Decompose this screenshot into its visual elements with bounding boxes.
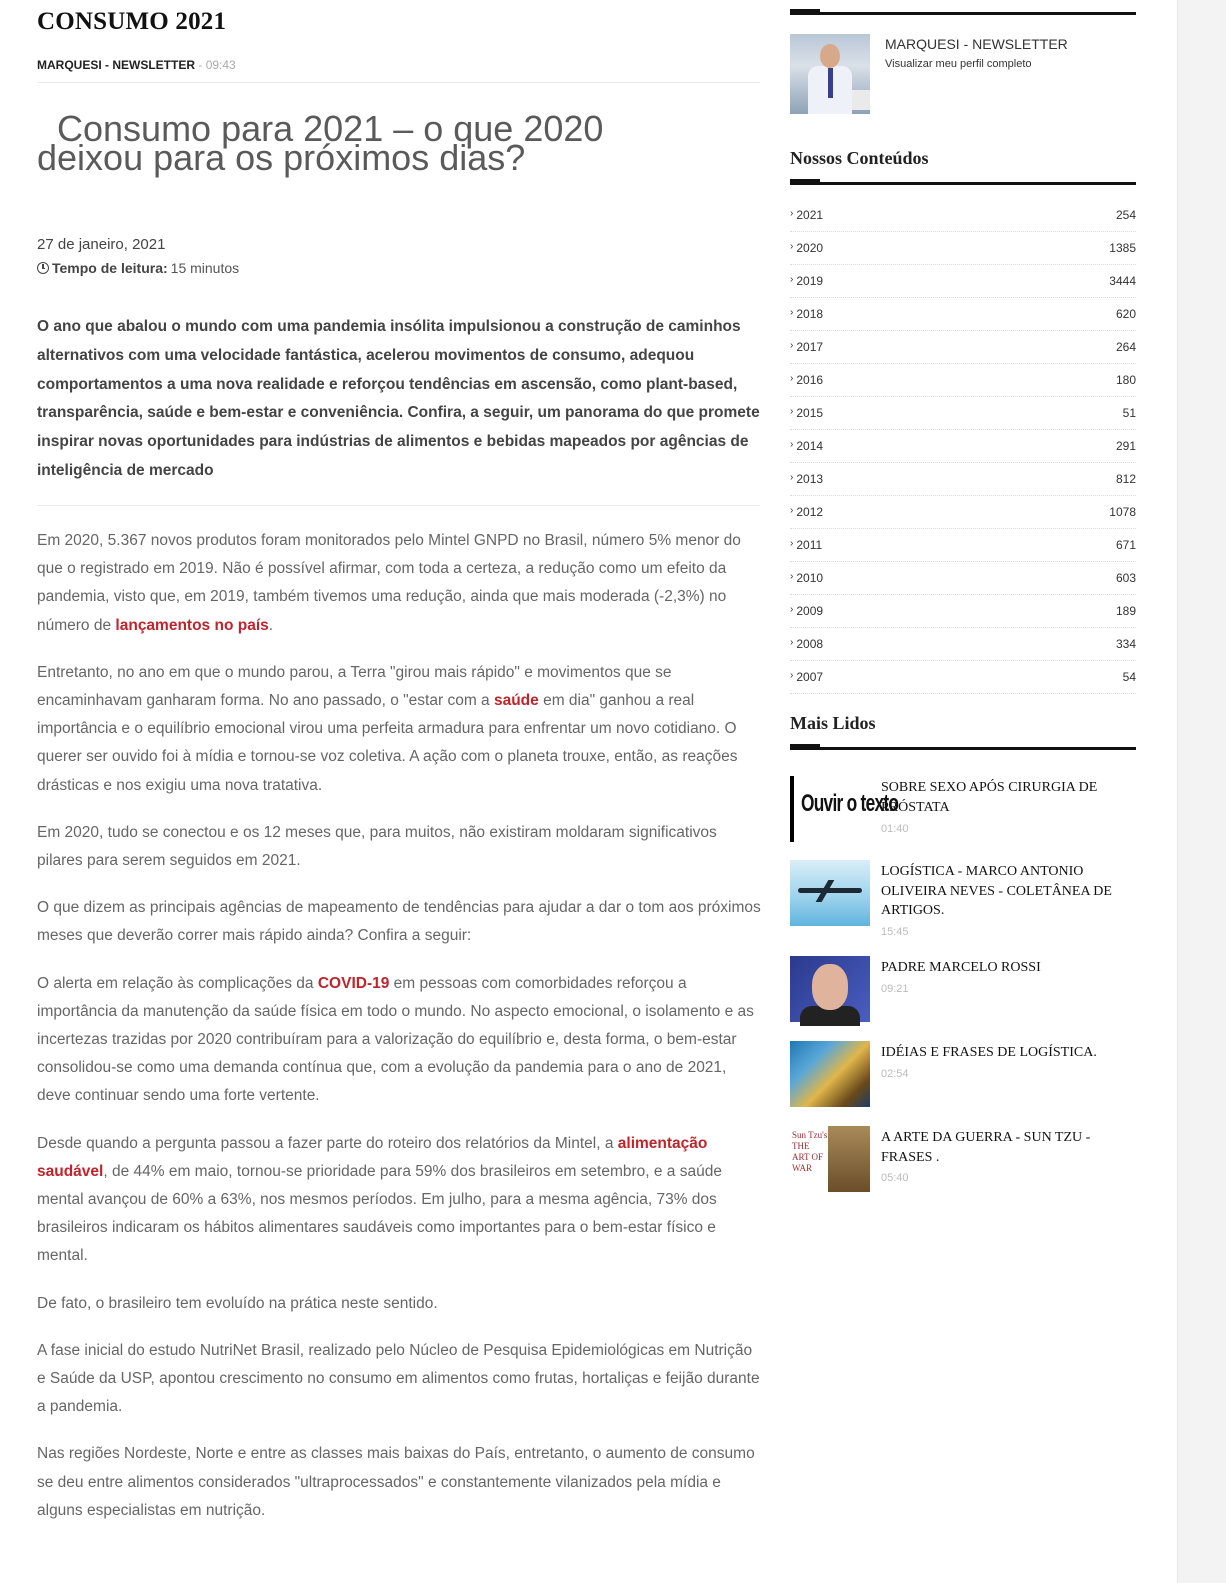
paragraph-text: Desde quando a pergunta passou a fazer parte do roteiro dos relatórios da Mintel, a <box>37 1134 618 1152</box>
chevron-right-icon: › <box>790 504 794 516</box>
chevron-right-icon: › <box>790 240 794 252</box>
archive-item-label <box>790 505 823 519</box>
article-headline <box>37 108 760 186</box>
archive-item-label <box>790 208 823 222</box>
archive-list <box>790 199 1136 694</box>
chevron-right-icon: › <box>790 339 794 351</box>
profile-widget <box>790 34 1136 116</box>
article-body <box>37 527 762 1544</box>
article-date: 27 de janeiro, 2021 <box>37 236 166 253</box>
avatar[interactable] <box>790 34 870 114</box>
chevron-right-icon: › <box>790 372 794 384</box>
chevron-right-icon: › <box>790 471 794 483</box>
link-alimentacao-saudavel[interactable]: alimentação saudável <box>37 1134 708 1180</box>
archive-year[interactable]: 2011 <box>796 538 823 552</box>
archive-year[interactable]: 2010 <box>796 571 824 585</box>
paragraph-text: em dia" ganhou a real importância e o equilíbrio emocional virou uma perfeita armadura para enfrentar um novo cotidiano. O querer ser ouvido foi à mídia e tornou-se voz coletiva. A ação com o planeta trouxe, então, as reações drásticas e nos exigiu uma nova tratativa. <box>37 692 738 794</box>
archive-year[interactable]: 2013 <box>796 472 824 486</box>
paragraph-text: Entretanto, no ano em que o mundo parou, a Terra "girou mais rápido" e movimentos que se encaminhavam ganharam forma. No ano passado, o "estar com a <box>37 663 672 710</box>
reading-time <box>37 260 239 276</box>
archive-count: 291 <box>1115 439 1136 453</box>
archive-item-label <box>790 538 822 552</box>
archive-year[interactable]: 2017 <box>796 340 824 354</box>
archive-item-2018[interactable] <box>790 298 1136 331</box>
popular-post-time: 09:21 <box>881 983 909 995</box>
archive-item-label <box>790 670 823 684</box>
popular-title: Mais Lidos <box>790 713 876 733</box>
archive-item-label <box>790 637 823 651</box>
post-time: 09:43 <box>205 58 236 72</box>
post-thumbnail[interactable] <box>790 1041 870 1107</box>
popular-post-time: 05:40 <box>881 1172 909 1184</box>
post-thumbnail[interactable] <box>790 860 870 926</box>
archive-count: 334 <box>1115 637 1136 651</box>
paragraph: Nas regiões Nordeste, Norte e entre as classes mais baixas do País, entretanto, o aumento de consumo se deu entre alimentos considerados "ultraprocessados" e constantemente vilanizados pela mídia e alguns especialistas em nutrição. <box>37 1445 755 1519</box>
chevron-right-icon: › <box>790 438 794 450</box>
headline-line-2: deixou para os próximos dias? <box>37 137 526 178</box>
post-meta <box>37 58 236 72</box>
archive-item-label <box>790 274 823 288</box>
archive-item-2007[interactable] <box>790 661 1136 694</box>
paragraph: A fase inicial do estudo NutriNet Brasil, realizado pelo Núcleo de Pesquisa Epidemiológicas em Nutrição e Saúde da USP, apontou crescimento no consumo em alimentos como frutas, hortaliças e feijão durante a pandemia. <box>37 1341 760 1416</box>
archive-item-label <box>790 373 823 387</box>
archive-item-2008[interactable] <box>790 628 1136 661</box>
popular-post-title[interactable]: PADRE MARCELO ROSSI <box>881 960 1041 975</box>
archive-item-2009[interactable] <box>790 595 1136 628</box>
archive-item-label <box>790 241 823 255</box>
archive-count: 1385 <box>1109 241 1136 255</box>
paragraph-text: . <box>268 616 274 634</box>
popular-post[interactable] <box>790 860 1136 938</box>
archive-year[interactable]: 2014 <box>796 439 824 453</box>
archive-year[interactable]: 2015 <box>796 406 824 420</box>
paragraph <box>37 527 762 640</box>
paragraph: De fato, o brasileiro tem evoluído na prática neste sentido. <box>37 1294 438 1312</box>
archive-count: 189 <box>1115 604 1136 618</box>
popular-post-title[interactable]: A ARTE DA GUERRA - SUN TZU - FRASES . <box>881 1130 1091 1165</box>
archive-item-label <box>790 604 823 618</box>
archive-item-2021[interactable] <box>790 199 1136 232</box>
post-thumbnail[interactable] <box>790 1126 870 1192</box>
chevron-right-icon: › <box>790 603 794 615</box>
archive-year[interactable]: 2020 <box>796 241 824 255</box>
archive-count: 180 <box>1115 373 1136 387</box>
thumbnail-text: Ouvir o texto <box>801 790 899 817</box>
archive-year[interactable]: 2019 <box>796 274 824 288</box>
archive-count: 254 <box>1115 208 1136 222</box>
archive-count: 812 <box>1115 472 1136 486</box>
paragraph <box>37 1130 762 1271</box>
divider <box>37 505 760 506</box>
profile-link[interactable]: Visualizar meu perfil completo <box>885 58 1032 70</box>
archive-item-2020[interactable] <box>790 232 1136 265</box>
archive-title: Nossos Conteúdos <box>790 148 929 168</box>
archive-year[interactable]: 2021 <box>796 208 824 222</box>
paragraph: O que dizem as principais agências de mapeamento de tendências para ajudar a dar o tom aos próximos meses que deverão correr mais rápido ainda? Confira a seguir: <box>37 899 761 945</box>
post-thumbnail[interactable] <box>790 956 870 1022</box>
clock-icon <box>37 262 49 274</box>
archive-year[interactable]: 2012 <box>796 505 824 519</box>
chevron-right-icon: › <box>790 273 794 285</box>
popular-post-title[interactable]: SOBRE SEXO APÓS CIRURGIA DE PRÓSTATA <box>881 780 1098 815</box>
link-saude[interactable]: saúde <box>493 692 539 710</box>
archive-count: 51 <box>1122 406 1136 420</box>
popular-post-time: 01:40 <box>881 823 909 835</box>
chevron-right-icon: › <box>790 207 794 219</box>
archive-item-2016[interactable] <box>790 364 1136 397</box>
paragraph-text: Em 2020, 5.367 novos produtos foram monitorados pelo Mintel GNPD no Brasil, número 5% menor do que o registrado em 2019. Não é possível afirmar, com toda a certeza, a redução como um efeito da pandemia, visto que, em 2019, também tivemos uma redução, ainda que mais moderada (-2,3%) no número de <box>37 532 741 634</box>
paragraph-text: O alerta em relação às complicações da <box>37 974 318 992</box>
archive-item-label <box>790 439 823 453</box>
chevron-right-icon: › <box>790 306 794 318</box>
archive-year[interactable]: 2018 <box>796 307 824 321</box>
archive-count: 620 <box>1115 307 1136 321</box>
reading-time-value: 15 minutos <box>170 260 240 276</box>
section-rule <box>790 747 1136 750</box>
chevron-right-icon: › <box>790 669 794 681</box>
headline-line-1: Consumo para 2021 – o que 2020 <box>57 108 604 149</box>
divider <box>37 82 760 83</box>
archive-year[interactable]: 2008 <box>796 637 824 651</box>
section-rule <box>790 182 1136 185</box>
archive-item-2019[interactable] <box>790 265 1136 298</box>
popular-post[interactable] <box>790 956 1136 1024</box>
archive-year[interactable]: 2007 <box>796 670 824 684</box>
archive-item-label <box>790 571 823 585</box>
archive-item-label <box>790 307 823 321</box>
popular-post[interactable] <box>790 1126 1136 1194</box>
archive-count: 54 <box>1122 670 1136 684</box>
chevron-right-icon: › <box>790 405 794 417</box>
paragraph-text: em pessoas com comorbidades reforçou a importância da manutenção da saúde física em todo o mundo. No aspecto emocional, o isolamento e as incertezas trazidas por 2020 contribuíram para a valorização do equilíbrio e, desta forma, o bem-estar consolidou-se como uma demanda contínua que, com a evolução da pandemia para o ano de 2021, deve continuar sendo uma forte vertente. <box>37 974 754 1105</box>
popular-post[interactable] <box>790 776 1136 844</box>
popular-post[interactable] <box>790 1041 1136 1109</box>
archive-item-2015[interactable] <box>790 397 1136 430</box>
archive-item-2012[interactable] <box>790 496 1136 529</box>
reading-time-label: Tempo de leitura: <box>52 260 168 276</box>
archive-count: 671 <box>1115 538 1136 552</box>
archive-year[interactable]: 2009 <box>796 604 824 618</box>
paragraph: Em 2020, tudo se conectou e os 12 meses que, para muitos, não existiram moldaram significativos pilares para serem seguidos em 2021. <box>37 823 717 870</box>
section-rule <box>790 12 1136 15</box>
popular-post-title[interactable]: IDÉIAS E FRASES DE LOGÍSTICA. <box>881 1045 1097 1060</box>
archive-item-2014[interactable] <box>790 430 1136 463</box>
profile-name[interactable]: MARQUESI - NEWSLETTER <box>885 36 1068 52</box>
article-lead: O ano que abalou o mundo com uma pandemia insólita impulsionou a construção de caminhos alternativos com uma velocidade fantástica, acelerou movimentos de consumo, adequou comportamentos a uma nova realidade e reforçou tendências em ascensão, como plant-based, transparência, saúde e bem-estar e conveniência. Confira, a seguir, um panorama do que promete inspirar novas oportunidades para indústrias de alimentos e bebidas mapeados por agências de inteligência de mercado <box>37 318 760 479</box>
archive-item-label <box>790 406 823 420</box>
archive-count: 3444 <box>1109 274 1136 288</box>
archive-item-label <box>790 472 823 486</box>
archive-count: 264 <box>1115 340 1136 354</box>
archive-year[interactable]: 2016 <box>796 373 824 387</box>
archive-item-2011[interactable] <box>790 529 1136 562</box>
archive-item-2010[interactable] <box>790 562 1136 595</box>
paragraph <box>37 659 762 800</box>
chevron-right-icon: › <box>790 537 794 549</box>
meta-separator: - <box>198 58 203 72</box>
archive-item-label <box>790 340 823 354</box>
popular-post-title[interactable]: LOGÍSTICA - MARCO ANTONIO OLIVEIRA NEVES - COLETÂNEA DE ARTIGOS. <box>881 864 1112 918</box>
chevron-right-icon: › <box>790 636 794 648</box>
link-covid[interactable]: COVID-19 <box>317 974 390 992</box>
post-title: CONSUMO 2021 <box>37 8 227 35</box>
archive-item-2013[interactable] <box>790 463 1136 496</box>
chevron-right-icon: › <box>790 570 794 582</box>
archive-count: 1078 <box>1109 505 1136 519</box>
thumbnail-text: Sun Tzu's THE ART OF WAR <box>792 1130 828 1173</box>
link-lancamentos[interactable]: lançamentos no país <box>115 616 269 634</box>
post-author[interactable]: MARQUESI - NEWSLETTER <box>37 58 195 72</box>
page-scroll-gutter <box>1177 0 1226 1583</box>
archive-item-2017[interactable] <box>790 331 1136 364</box>
paragraph-text: , de 44% em maio, tornou-se prioridade para 59% dos brasileiros em setembro, e a saúde mental avançou de 60% a 63%, nos mesmos períodos. Em julho, para a mesma agência, 73% dos brasileiros indicaram os hábitos alimentares saudáveis como importantes para o bem-estar físico e mental. <box>37 1162 722 1265</box>
archive-count: 603 <box>1115 571 1136 585</box>
popular-post-time: 02:54 <box>881 1068 909 1080</box>
paragraph <box>37 970 762 1111</box>
popular-post-time: 15:45 <box>881 926 909 938</box>
